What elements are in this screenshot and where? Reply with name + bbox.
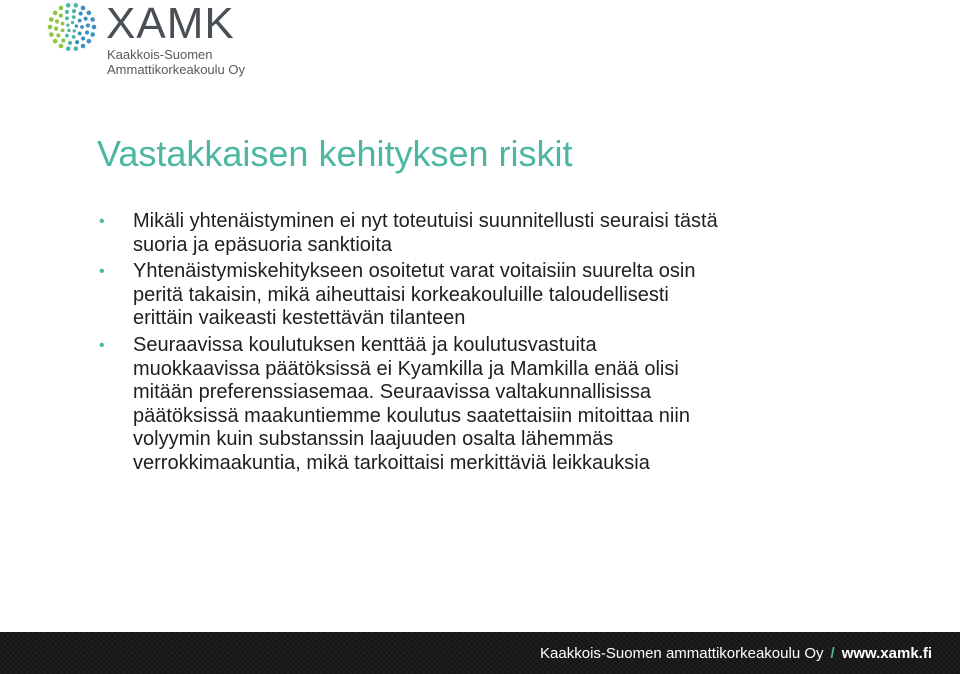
bullet-line: suoria ja epäsuoria sanktioita (133, 233, 393, 256)
xamk-dots-logo-icon (46, 2, 98, 54)
bullet-line: verrokkimaakuntia, mikä tarkoittaisi merkittäviä leikkauksia (133, 451, 650, 474)
bullet-line: erittäin vaikeasti kestettävän tilanteen (133, 307, 466, 330)
bullet-item (97, 334, 837, 476)
footer-text (540, 644, 932, 664)
bullet-line: muokkaavissa päätöksissä ei Kyamkilla ja Mamkilla enää olisi (133, 357, 679, 380)
footer-separator: / (830, 645, 835, 662)
footer-org: Kaakkois-Suomen ammattikorkeakoulu Oy (540, 645, 824, 662)
bullet-marker-icon: • (99, 263, 105, 281)
bullet-list (97, 210, 837, 479)
footer-website-link[interactable]: www.xamk.fi (841, 645, 932, 662)
bullet-line: mitään preferenssiasemaa. Seuraavissa valtakunnallisissa (133, 381, 652, 404)
bullet-item (97, 260, 837, 331)
bullet-line: Mikäli yhtenäistyminen ei nyt toteutuisi suunnitellusti seuraisi tästä (133, 210, 718, 232)
slide-title: Vastakkaisen kehityksen riskit (97, 133, 573, 174)
bullet-marker-icon: • (99, 213, 105, 230)
bullet-line: Seuraavissa koulutuksen kenttää ja koulutusvastuita (133, 333, 597, 356)
bullet-marker-icon: • (99, 336, 105, 354)
logo-subtitle-line2: Ammattikorkeakoulu Oy (107, 62, 245, 77)
bullet-item (97, 210, 837, 257)
logo-subtitle-line1: Kaakkois-Suomen (107, 47, 213, 62)
logo-wordmark: XAMK (106, 0, 235, 48)
bullet-line: peritä takaisin, mikä aiheuttaisi korkeakouluille taloudellisesti (133, 283, 669, 306)
bullet-line: Yhtenäistymiskehitykseen osoitetut varat voitaisiin suurelta osin (133, 260, 696, 283)
bullet-line: päätöksissä maakuntiemme koulutus saatettaisiin mitoittaa niin (133, 404, 690, 427)
footer-bar (0, 632, 960, 674)
xamk-logo (46, 2, 266, 80)
bullet-line: volyymin kuin substanssin laajuuden osalta lähemmäs (133, 428, 614, 451)
